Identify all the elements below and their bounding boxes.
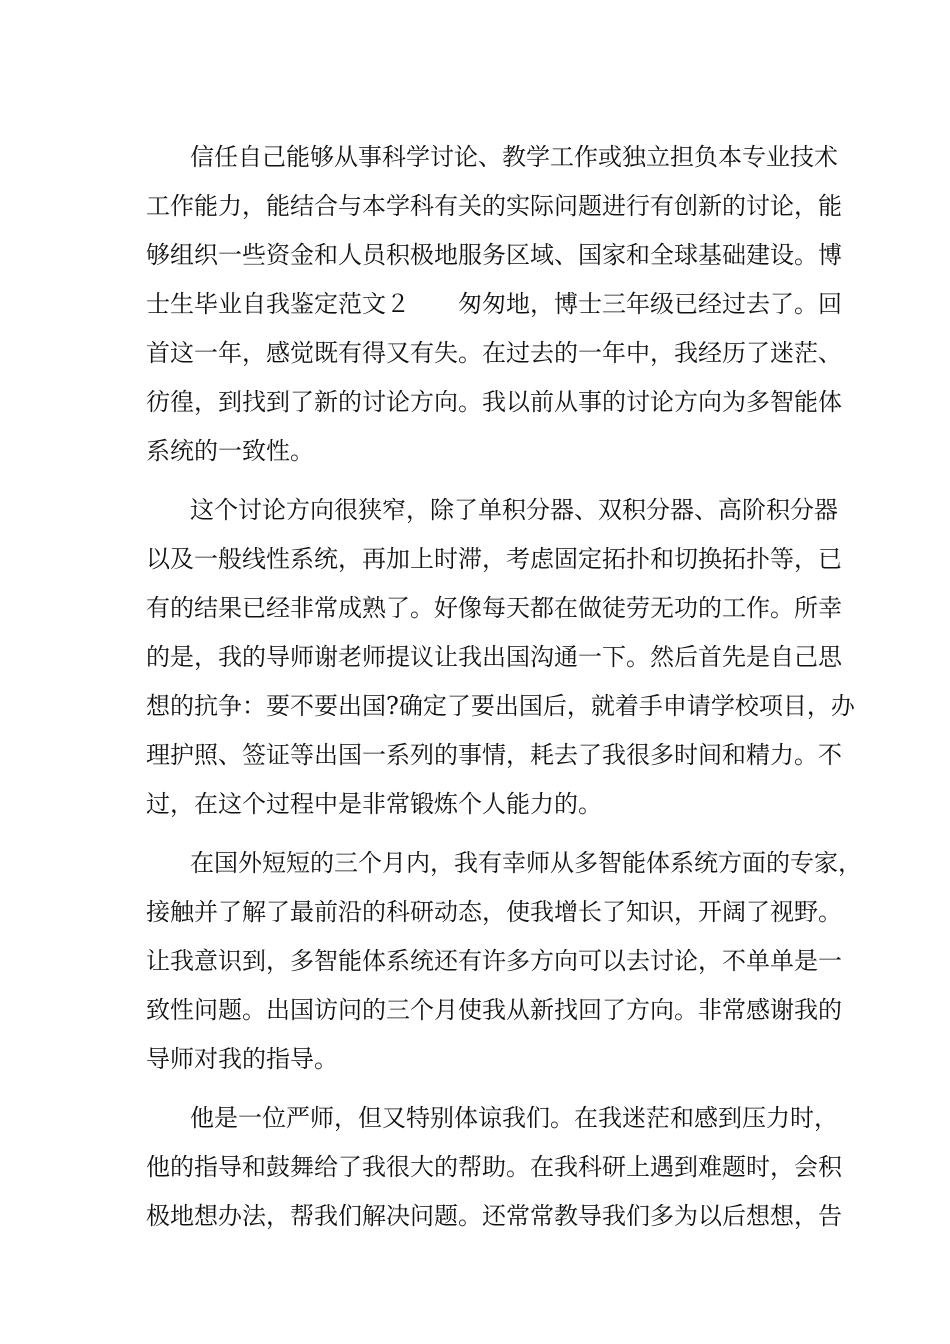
text-line: 系统的一致性。 xyxy=(146,437,314,465)
paragraph-1 xyxy=(146,133,842,476)
text-line: 有的结果已经非常成熟了。好像每天都在做徒劳无功的工作。所幸 xyxy=(146,594,842,622)
text-line: 过，在这个过程中是非常锻炼个人能力的。 xyxy=(146,790,602,818)
text-line: 在国外短短的三个月内，我有幸师从多智能体系统方面的专家， xyxy=(190,849,862,877)
text-line: 这个讨论方向很狭窄，除了单积分器、双积分器、高阶积分器 xyxy=(190,496,838,524)
paragraph-2 xyxy=(146,486,855,829)
text-line: 想的抗争：要不要出国?确定了要出国后，就着手申请学校项目，办 xyxy=(146,692,855,720)
paragraph-4 xyxy=(146,1094,842,1241)
text-line: 他的指导和鼓舞给了我很大的帮助。在我科研上遇到难题时，会积 xyxy=(146,1153,842,1181)
text-line: 够组织一些资金和人员积极地服务区域、国家和全球基础建设。博 xyxy=(146,241,842,269)
text-line: 首这一年，感觉既有得又有失。在过去的一年中，我经历了迷茫、 xyxy=(146,339,842,367)
text-line: 他是一位严师，但又特别体谅我们。在我迷茫和感到压力时， xyxy=(190,1104,838,1132)
text-line: 让我意识到，多智能体系统还有许多方向可以去讨论，不单单是一 xyxy=(146,947,842,975)
text-line: 彷徨，到找到了新的讨论方向。我以前从事的讨论方向为多智能体 xyxy=(146,388,842,416)
text-line: 的是，我的导师谢老师提议让我出国沟通一下。然后首先是自己思 xyxy=(146,643,842,671)
paragraph-3 xyxy=(146,839,862,1084)
text-line: 理护照、签证等出国一系列的事情，耗去了我很多时间和精力。不 xyxy=(146,741,842,769)
body-text xyxy=(146,133,862,1251)
text-line: 信任自己能够从事科学讨论、教学工作或独立担负本专业技术 xyxy=(190,143,838,171)
text-line: 导师对我的指导。 xyxy=(146,1045,338,1073)
text-line: 极地想办法，帮我们解决问题。还常常教导我们多为以后想想，告 xyxy=(146,1202,842,1230)
text-line: 工作能力，能结合与本学科有关的实际问题进行有创新的讨论，能 xyxy=(146,192,842,220)
text-line: 致性问题。出国访问的三个月使我从新找回了方向。非常感谢我的 xyxy=(146,996,842,1024)
text-line: 士生毕业自我鉴定范文２ 匆匆地，博士三年级已经过去了。回 xyxy=(146,290,842,318)
text-line: 以及一般线性系统，再加上时滞，考虑固定拓扑和切换拓扑等，已 xyxy=(146,545,842,573)
text-line: 接触并了解了最前沿的科研动态，使我增长了知识，开阔了视野。 xyxy=(146,898,842,926)
